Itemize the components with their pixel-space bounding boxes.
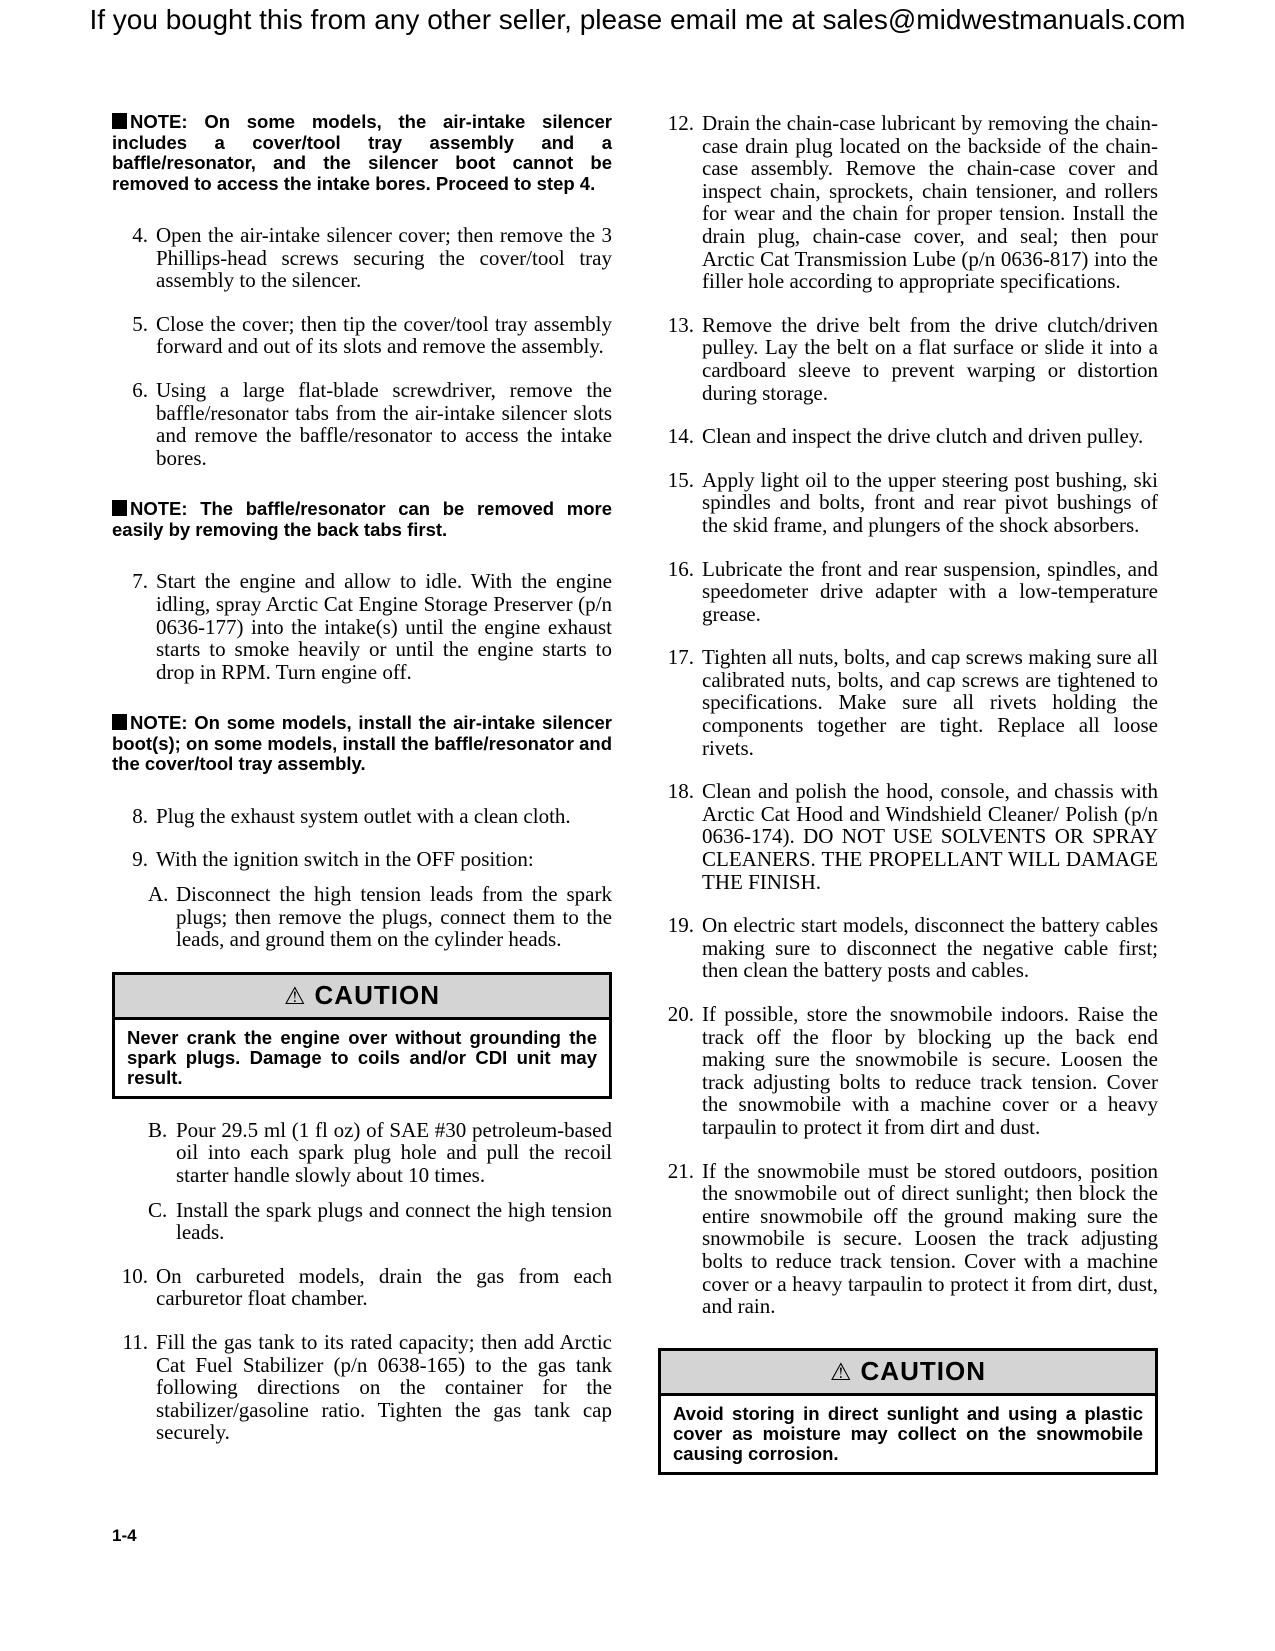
caution-box-storage (658, 1348, 1158, 1475)
step-item: 14. Clean and inspect the drive clutch and driven pulley. (667, 424, 1144, 449)
step-item: 9. With the ignition switch in the OFF position: (132, 847, 534, 872)
step-item: 11. Fill the gas tank to its rated capacity; then add Arctic Cat Fuel Stabilizer (p/n 0638-165) to the gas tank following directions on the container for the stabilizer/gasoline ratio. Tighten the gas tank cap securely. (122, 1329, 612, 1445)
step-item: 7. Start the engine and allow to idle. With the engine idling, spray Arctic Cat Engine Storage Preserver (p/n 0636-177) into the intake(s) until the engine exhaust starts to smoke heavily or until the engine starts to drop in RPM. Turn engine off. (132, 569, 612, 684)
note-square-icon (112, 500, 127, 516)
step-item: 13. Remove the drive belt from the drive clutch/driven pulley. Lay the belt on a flat surface or slide it into a cardboard sleeve to prevent warping or distortion during storage. (667, 312, 1158, 405)
step-item: 20. If possible, store the snowmobile indoors. Raise the track off the floor by blocking up the back end making sure the snowmobile is secure. Loosen the track adjusting bolts to reduce track tension. Cover the snowmobile with a machine cover or a heavy tarpaulin to protect it from dirt and dust. (667, 1002, 1158, 1139)
right-column (658, 112, 1158, 1495)
note-install-boot: NOTE: On some models, install the air-intake silencer boot(s); on some models, install the baffle/resonator and the cover/tool tray assembly. (112, 712, 612, 775)
substep-item: A. Disconnect the high tension leads from the spark plugs; then remove the plugs, connect them to the leads, and ground them on the cylinder heads. (148, 882, 612, 952)
step-item: 16. Lubricate the front and rear suspension, spindles, and speedometer drive adapter with a low-temperature grease. (667, 556, 1158, 626)
substep-item: B. Pour 29.5 ml (1 fl oz) of SAE #30 petroleum-based oil into each spark plug hole and pull the recoil starter handle slowly about 10 times. (148, 1117, 612, 1187)
seller-banner: If you bought this from any other seller, please email me at sales@midwestmanuals.com (89, 4, 1186, 35)
left-column (112, 112, 612, 1465)
step-item: 18. Clean and polish the hood, console, and chassis with Arctic Cat Hood and Windshield Cleaner/ Polish (p/n 0636-174). DO NOT USE SOLVENTS OR SPRAY CLEANERS. THE PROPELLANT WILL DAMAGE THE FINISH. (667, 779, 1158, 894)
caution-header: ⚠ CAUTION (115, 975, 609, 1020)
step-item: 19. On electric start models, disconnect the battery cables making sure to disconnect the negative cable first; then clean the battery posts and cables. (667, 913, 1158, 983)
step-item: 15. Apply light oil to the upper steering post bushing, ski spindles and bolts, front and rear pivot bushings of the skid frame, and plungers of the shock absorbers. (667, 467, 1158, 537)
step-item: 10. On carbureted models, drain the gas from each carburetor float chamber. (121, 1263, 612, 1311)
warning-triangle-icon: ⚠ (284, 982, 307, 1010)
steps-4-6 (112, 224, 612, 469)
note-square-icon (112, 714, 127, 730)
step-item: 17. Tighten all nuts, bolts, and cap screws making sure all calibrated nuts, bolts, and cap screws are tightened to specifications. Make sure all rivets holding the components together are tight. Replace all loose rivets. (667, 645, 1158, 760)
note-square-icon (112, 113, 127, 129)
step-item: 12. Drain the chain-case lubricant by removing the chain-case drain plug located on the backside of the chain-case assembly. Remove the chain-case cover and inspect chain, sprockets, chain tensioner, and rollers for wear and the chain for proper tension. Install the drain plug, chain-case cover, and seal; then pour Arctic Cat Transmission Lube (p/n 0636-817) into the filler hole according to appropriate specifications. (667, 111, 1158, 294)
warning-triangle-icon: ⚠ (830, 1358, 853, 1386)
note-baffle: NOTE: The baffle/resonator can be removed more easily by removing the back tabs first. (112, 498, 612, 540)
page-number: 1-4 (112, 1526, 137, 1545)
step-item: 5. Close the cover; then tip the cover/tool tray assembly forward and out of its slots and remove the assembly. (132, 311, 612, 359)
note-silencer: NOTE: On some models, the air-intake silencer includes a cover/tool tray assembly and a baffle/resonator, and the silencer boot cannot be removed to access the intake bores. Proceed to step 4. (112, 111, 612, 194)
caution-text: Avoid storing in direct sunlight and using a plastic cover as moisture may collect on the snowmobile causing corrosion. (673, 1402, 1143, 1464)
caution-box-grounding (112, 972, 612, 1099)
step-item: 8. Plug the exhaust system outlet with a clean cloth. (132, 803, 571, 828)
caution-header: ⚠ CAUTION (661, 1351, 1155, 1396)
step-item: 21. If the snowmobile must be stored outdoors, position the snowmobile out of direct sunlight; then block the entire snowmobile off the ground making sure the snowmobile is secure. Loosen the track adjusting bolts to reduce track tension. Cover with a machine cover or a heavy tarpaulin to protect it from dirt, dust, and rain. (667, 1158, 1158, 1319)
substep-item: C. Install the spark plugs and connect the high tension leads. (148, 1197, 612, 1245)
caution-text: Never crank the engine over without grounding the spark plugs. Damage to coils and/or CDI unit may result. (127, 1026, 597, 1088)
step-item: 4. Open the air-intake silencer cover; then remove the 3 Phillips-head screws securing the cover/tool tray assembly to the silencer. (132, 223, 612, 293)
step-item: 6. Using a large flat-blade screwdriver, remove the baffle/resonator tabs from the air-intake silencer slots and remove the baffle/resonator to access the intake bores. (132, 377, 612, 470)
